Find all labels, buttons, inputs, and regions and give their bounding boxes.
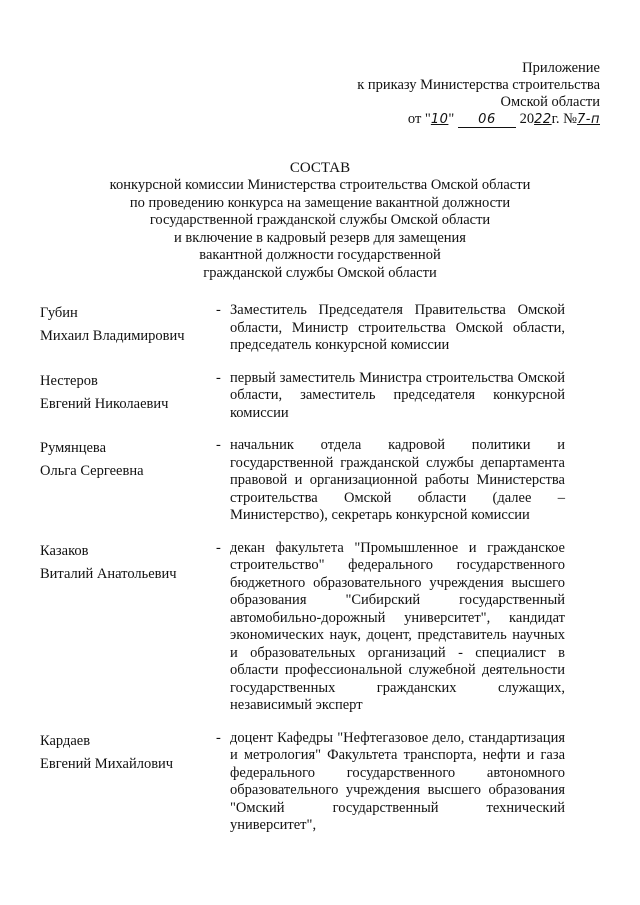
member-given-names: Евгений Михайлович — [40, 755, 174, 772]
member-surname: Кардаев — [40, 732, 91, 749]
member-name — [40, 437, 220, 483]
date-year-suffix: г. № — [551, 111, 578, 127]
member-entry — [40, 302, 600, 355]
order-number: 7-п — [577, 112, 600, 127]
member-surname: Нестеров — [40, 372, 98, 389]
appendix-region: Омской области — [500, 94, 600, 110]
member-role: первый заместитель Министра строительства Омской области, заместитель председателя конкурсной комиссии — [230, 369, 565, 421]
member-name — [40, 370, 220, 416]
member-dash: - — [216, 539, 221, 556]
member-role: доцент Кафедры "Нефтегазовое дело, стандартизация и метрология" Факультета транспорта, нефти и газа федерального государственного автономного образовательного учреждения высшего образования "Омский государственный технический университет", — [230, 729, 565, 833]
order-date-number — [357, 111, 600, 128]
appendix-order-ref: к приказу Министерства строительства — [357, 77, 600, 93]
member-entry — [40, 370, 600, 423]
document-subtitle — [100, 177, 540, 282]
member-given-names: Михаил Владимирович — [40, 328, 185, 344]
member-given-names: Виталий Анатольевич — [40, 565, 177, 582]
subtitle-line: конкурсной комиссии Министерства строительства Омской области — [109, 177, 531, 193]
date-day: 10 — [430, 112, 449, 127]
date-prefix: от " — [407, 111, 431, 127]
member-dash: - — [216, 369, 221, 386]
member-role: Заместитель Председателя Правительства Омской области, Министр строительства Омской области, председатель конкурсной комиссии — [230, 302, 565, 353]
member-name — [40, 540, 220, 586]
member-entry — [40, 730, 600, 835]
member-entry — [40, 437, 600, 525]
member-surname: Казаков — [40, 542, 89, 559]
member-name — [40, 730, 220, 776]
member-given-names: Евгений Николаевич — [40, 395, 169, 412]
member-role: декан факультета "Промышленное и гражданское строительство" федерального государственного бюджетного образовательного учреждения высшего образования "Сибирский государственный автомобильно-дорожный университет", кандидат экономических наук, доцент, представитель научных и образовательных организаций - специалист в области профессиональной служебной деятельности государственных гражданских служащих, независимый эксперт — [230, 539, 565, 713]
member-surname: Губин — [40, 305, 78, 321]
date-month-underline — [458, 112, 516, 128]
member-dash: - — [216, 302, 221, 318]
date-year: 22 — [534, 112, 552, 127]
date-year-prefix: 20 — [515, 111, 535, 127]
subtitle-line: и включение в кадровый резерв для замещения — [174, 229, 466, 246]
member-dash: - — [216, 437, 221, 453]
date-mid: " — [448, 111, 458, 127]
subtitle-line: по проведению конкурса на замещение вакантной должности — [129, 194, 511, 211]
commission-members-list — [40, 302, 600, 835]
member-surname: Румянцева — [40, 440, 107, 456]
document-title: СОСТАВ — [289, 160, 351, 176]
subtitle-line: вакантной должности государственной — [199, 247, 441, 263]
subtitle-line: государственной гражданской службы Омской области — [149, 212, 491, 228]
appendix-header — [357, 60, 600, 128]
subtitle-line: гражданской службы Омской области — [203, 264, 437, 281]
date-month: 06 — [478, 112, 496, 127]
member-role: начальник отдела кадровой политики и государственной гражданской службы департамента правовой и организационной работы Министерства строительства Омской области (далее – Министерство), секретарь конкурсной комиссии — [230, 437, 565, 523]
member-name — [40, 302, 220, 348]
member-given-names: Ольга Сергеевна — [40, 463, 144, 479]
appendix-label: Приложение — [522, 60, 600, 76]
member-entry — [40, 540, 600, 715]
member-dash: - — [216, 729, 221, 746]
